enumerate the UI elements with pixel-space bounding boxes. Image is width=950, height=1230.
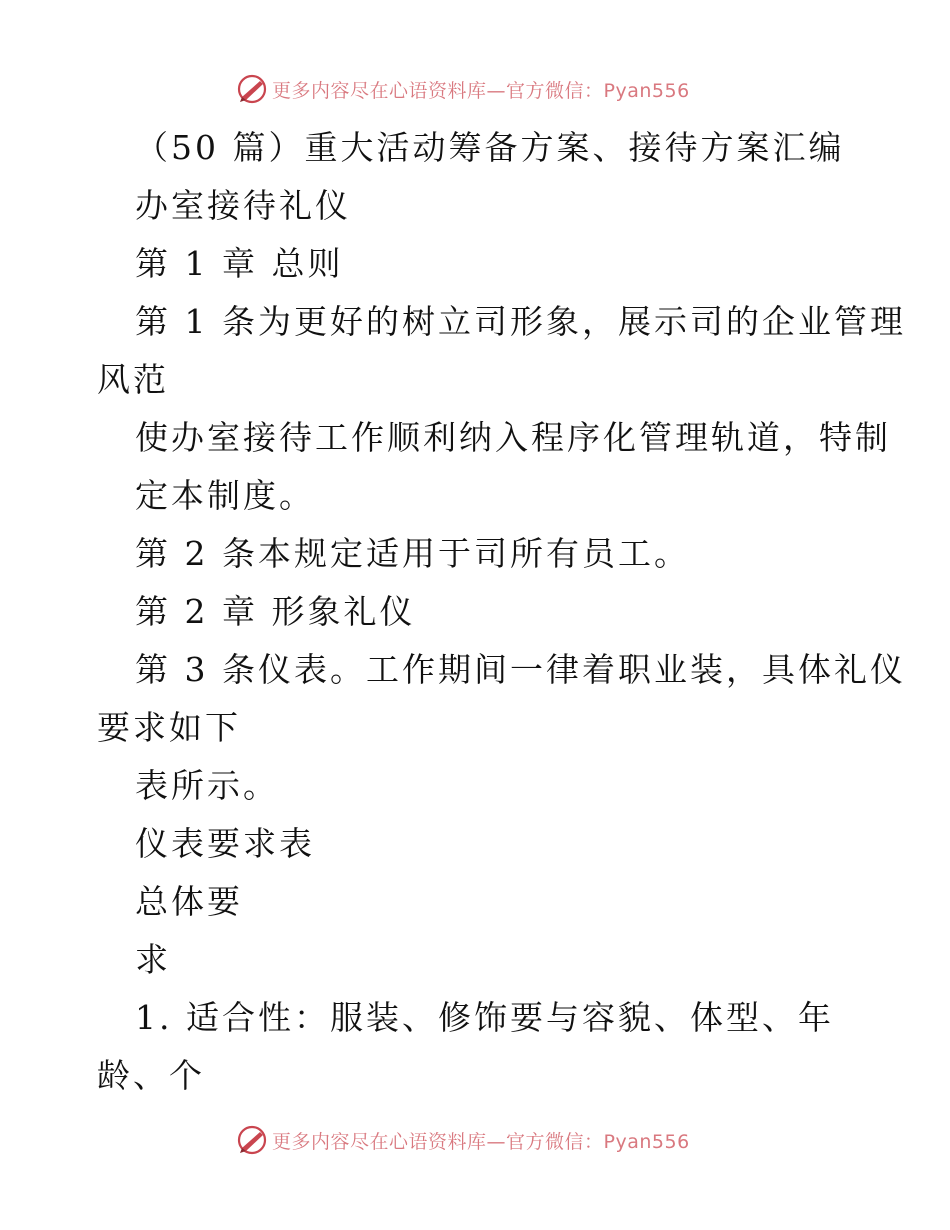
chapter-heading: 第 1 章 总则 (135, 244, 344, 283)
paragraph-line: 龄、个 (97, 1056, 205, 1095)
paragraph-line: 1. 适合性：服装、修饰要与容貌、体型、年 (135, 998, 834, 1037)
paragraph-line: 第 1 条为更好的树立司形象，展示司的企业管理 (135, 302, 906, 341)
paragraph-line: 表所示。 (135, 766, 279, 805)
table-caption: 仪表要求表 (135, 824, 315, 863)
pen-logo-icon (236, 1124, 268, 1156)
paragraph-line: 风范 (97, 360, 169, 399)
paragraph-line: 使办室接待工作顺利纳入程序化管理轨道，特制 (135, 418, 891, 457)
paragraph-line: 求 (135, 940, 171, 979)
paragraph-line: 要求如下 (97, 708, 241, 747)
section-heading: 办室接待礼仪 (135, 186, 351, 225)
paragraph-line: 定本制度。 (135, 476, 315, 515)
paragraph-line: 总体要 (135, 882, 243, 921)
header-banner (236, 72, 756, 106)
paragraph-line: 第 2 条本规定适用于司所有员工。 (135, 534, 690, 573)
chapter-heading: 第 2 章 形象礼仪 (135, 592, 416, 631)
banner-text: 更多内容尽在心语资料库—官方微信：Pyan556 (272, 79, 690, 102)
banner-text: 更多内容尽在心语资料库—官方微信：Pyan556 (272, 1130, 690, 1153)
paragraph-line: 第 3 条仪表。工作期间一律着职业装，具体礼仪 (135, 650, 906, 689)
document-title: （50 篇）重大活动筹备方案、接待方案汇编 (135, 128, 845, 167)
footer-banner (236, 1123, 756, 1157)
pen-logo-icon (236, 73, 268, 105)
